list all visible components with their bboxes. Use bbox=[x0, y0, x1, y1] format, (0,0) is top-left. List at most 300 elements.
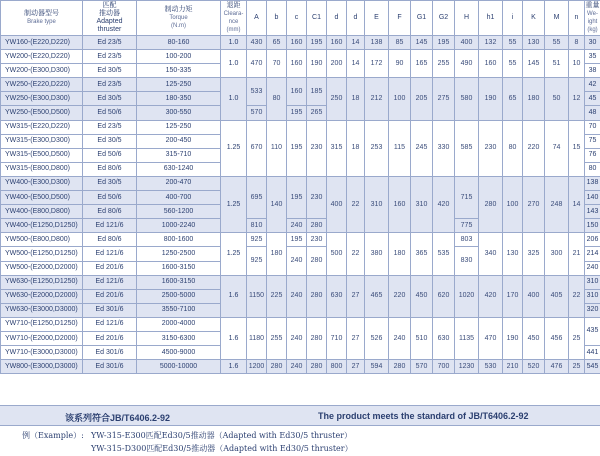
dim-cell: 212 bbox=[365, 78, 389, 120]
dim-cell: 200 bbox=[327, 50, 347, 78]
dim-cell: 115 bbox=[389, 120, 411, 176]
dim-cell: 240 bbox=[287, 247, 307, 275]
table-row bbox=[1, 78, 600, 92]
header-thruster-en2: thruster bbox=[97, 26, 122, 33]
dim-cell: 225 bbox=[267, 275, 287, 317]
dim-cell: 700 bbox=[433, 360, 455, 374]
dim-cell: 420 bbox=[479, 275, 503, 317]
standard-text-cn: 该系列符合JB/T6406.2-92 bbox=[65, 413, 171, 423]
dim-cell: 315 bbox=[327, 120, 347, 176]
dim-cell: 25 bbox=[569, 360, 585, 374]
dim-cell: 27 bbox=[347, 317, 365, 359]
torque-cell: 560-1200 bbox=[137, 205, 221, 219]
thruster-cell: Ed 23/5 bbox=[83, 78, 137, 92]
dim-cell: 130 bbox=[503, 233, 523, 275]
dim-cell: 280 bbox=[307, 317, 327, 359]
dim-cell: 165 bbox=[411, 50, 433, 78]
dim-cell: 160 bbox=[327, 36, 347, 50]
dim-cell: 240 bbox=[287, 275, 307, 317]
dim-cell: 400 bbox=[327, 176, 347, 232]
brake-type-cell: YW250-(E220,D220) bbox=[1, 78, 83, 92]
dim-cell: 51 bbox=[545, 50, 569, 78]
dim-cell: 470 bbox=[479, 317, 503, 359]
clearance-cell: 1.6 bbox=[221, 360, 247, 374]
dim-cell: 280 bbox=[307, 360, 327, 374]
header-clearance-cn: 退距 bbox=[226, 2, 241, 9]
weight-cell: 214 bbox=[585, 247, 600, 261]
clearance-cell: 1.6 bbox=[221, 275, 247, 317]
dim-cell: 280 bbox=[389, 360, 411, 374]
dim-cell: 570 bbox=[247, 106, 267, 120]
dim-cell: 195 bbox=[307, 36, 327, 50]
clearance-cell: 1.25 bbox=[221, 176, 247, 232]
weight-cell: 143 bbox=[585, 205, 600, 219]
dim-cell: 10 bbox=[569, 50, 585, 78]
dim-cell: 55 bbox=[503, 36, 523, 50]
dim-cell: 630 bbox=[433, 317, 455, 359]
dim-cell: 90 bbox=[389, 50, 411, 78]
torque-cell: 3150-6300 bbox=[137, 331, 221, 345]
thruster-cell: Ed 201/6 bbox=[83, 289, 137, 303]
torque-cell: 300-550 bbox=[137, 106, 221, 120]
dim-cell: 450 bbox=[411, 275, 433, 317]
header-dim-M: M bbox=[545, 1, 569, 36]
header-dim-E: E bbox=[365, 1, 389, 36]
thruster-cell: Ed 301/6 bbox=[83, 346, 137, 360]
dim-cell: 130 bbox=[523, 36, 545, 50]
dim-cell: 85 bbox=[389, 36, 411, 50]
header-thruster-cn2: 推动器 bbox=[99, 10, 120, 17]
dim-cell: 65 bbox=[503, 78, 523, 120]
torque-cell: 4500-9000 bbox=[137, 346, 221, 360]
header-clearance-en2: nce bbox=[228, 19, 239, 25]
header-dim-d: d bbox=[327, 1, 347, 36]
dim-cell: 240 bbox=[287, 317, 307, 359]
dim-cell: 715 bbox=[455, 176, 479, 218]
header-torque-en: Torque bbox=[169, 15, 188, 21]
table-row bbox=[1, 120, 600, 134]
dim-cell: 830 bbox=[455, 247, 479, 275]
dim-cell: 710 bbox=[327, 317, 347, 359]
dim-cell: 190 bbox=[479, 78, 503, 120]
torque-cell: 1250-2500 bbox=[137, 247, 221, 261]
brake-type-cell: YW710-(E3000,D3000) bbox=[1, 346, 83, 360]
header-dim-d2: d bbox=[347, 1, 365, 36]
brake-type-cell: YW400-(E500,D500) bbox=[1, 191, 83, 205]
weight-cell: 38 bbox=[585, 64, 600, 78]
header-dim-H: H bbox=[455, 1, 479, 36]
torque-cell: 80-160 bbox=[137, 36, 221, 50]
torque-cell: 1000-2240 bbox=[137, 219, 221, 233]
dim-cell: 170 bbox=[503, 275, 523, 317]
torque-cell: 1600-3150 bbox=[137, 275, 221, 289]
table-row bbox=[1, 317, 600, 331]
thruster-cell: Ed 121/6 bbox=[83, 247, 137, 261]
dim-cell: 205 bbox=[411, 78, 433, 120]
clearance-cell: 1.6 bbox=[221, 317, 247, 359]
header-torque bbox=[137, 1, 221, 36]
thruster-cell: Ed 30/5 bbox=[83, 64, 137, 78]
dim-cell: 800 bbox=[327, 360, 347, 374]
standard-text-en: The product meets the standard of JB/T6406.2-92 bbox=[318, 411, 529, 421]
dim-cell: 160 bbox=[287, 78, 307, 106]
torque-cell: 400-700 bbox=[137, 191, 221, 205]
dim-cell: 580 bbox=[455, 78, 479, 120]
thruster-cell: Ed 50/6 bbox=[83, 106, 137, 120]
brake-type-cell: YW315-(E220,D220) bbox=[1, 120, 83, 134]
dim-cell: 280 bbox=[267, 360, 287, 374]
brake-type-cell: YW400-(E1250,D1250) bbox=[1, 219, 83, 233]
dim-cell: 325 bbox=[523, 233, 545, 275]
dim-cell: 15 bbox=[569, 120, 585, 176]
torque-cell: 100-200 bbox=[137, 50, 221, 64]
dim-cell: 195 bbox=[433, 36, 455, 50]
header-dim-A: A bbox=[247, 1, 267, 36]
weight-cell: 35 bbox=[585, 50, 600, 64]
dim-cell: 240 bbox=[287, 219, 307, 233]
dim-cell: 535 bbox=[433, 233, 455, 275]
dim-cell: 240 bbox=[287, 360, 307, 374]
weight-cell: 310 bbox=[585, 275, 600, 289]
torque-cell: 150-335 bbox=[137, 64, 221, 78]
brake-type-cell: YW250-(E500,D500) bbox=[1, 106, 83, 120]
header-clearance-unit: (mm) bbox=[226, 27, 241, 33]
dim-cell: 300 bbox=[545, 233, 569, 275]
weight-cell: 30 bbox=[585, 36, 600, 50]
thruster-cell: Ed 80/6 bbox=[83, 162, 137, 176]
header-brake-type bbox=[1, 1, 83, 36]
dim-cell: 27 bbox=[347, 360, 365, 374]
dim-cell: 490 bbox=[455, 50, 479, 78]
header-weight-en1: We- bbox=[587, 11, 598, 17]
dim-cell: 160 bbox=[389, 176, 411, 232]
header-thruster-cn1: 匹配 bbox=[102, 2, 117, 9]
thruster-cell: Ed 301/6 bbox=[83, 360, 137, 374]
dim-cell: 100 bbox=[503, 176, 523, 232]
dim-cell: 138 bbox=[365, 36, 389, 50]
clearance-cell: 1.0 bbox=[221, 36, 247, 50]
dim-cell: 670 bbox=[247, 120, 267, 176]
clearance-cell: 1.0 bbox=[221, 78, 247, 120]
dim-cell: 280 bbox=[307, 247, 327, 275]
torque-cell: 630-1240 bbox=[137, 162, 221, 176]
dim-cell: 210 bbox=[503, 360, 523, 374]
dim-cell: 456 bbox=[545, 317, 569, 359]
weight-cell: 75 bbox=[585, 134, 600, 148]
weight-cell: 45 bbox=[585, 92, 600, 106]
dim-cell: 18 bbox=[347, 78, 365, 120]
dim-cell: 160 bbox=[479, 50, 503, 78]
weight-cell: 545 bbox=[585, 360, 600, 374]
thruster-cell: Ed 50/6 bbox=[83, 148, 137, 162]
example-label: 例（Example）: bbox=[22, 431, 84, 440]
dim-cell: 465 bbox=[365, 275, 389, 317]
thruster-cell: Ed 30/5 bbox=[83, 134, 137, 148]
dim-cell: 570 bbox=[411, 360, 433, 374]
dim-cell: 695 bbox=[247, 176, 267, 218]
dim-cell: 510 bbox=[411, 317, 433, 359]
brake-type-cell: YW710-(E2000,D2000) bbox=[1, 331, 83, 345]
brake-type-cell: YW160-(E220,D220) bbox=[1, 36, 83, 50]
torque-cell: 315-710 bbox=[137, 148, 221, 162]
brake-type-cell: YW500-(E800,D800) bbox=[1, 233, 83, 247]
dim-cell: 1230 bbox=[455, 360, 479, 374]
thruster-cell: Ed 121/6 bbox=[83, 219, 137, 233]
dim-cell: 132 bbox=[479, 36, 503, 50]
dim-cell: 50 bbox=[545, 78, 569, 120]
dim-cell: 330 bbox=[433, 120, 455, 176]
dim-cell: 55 bbox=[545, 36, 569, 50]
dim-cell: 245 bbox=[411, 120, 433, 176]
weight-cell: 70 bbox=[585, 120, 600, 134]
header-weight-unit: (kg) bbox=[587, 27, 598, 33]
brake-type-cell: YW200-(E220,D220) bbox=[1, 50, 83, 64]
weight-cell: 42 bbox=[585, 78, 600, 92]
dim-cell: 594 bbox=[365, 360, 389, 374]
dim-cell: 110 bbox=[267, 120, 287, 176]
dim-cell: 255 bbox=[433, 50, 455, 78]
dim-cell: 195 bbox=[287, 176, 307, 218]
weight-cell: 320 bbox=[585, 303, 600, 317]
header-dim-h1: h1 bbox=[479, 1, 503, 36]
dim-cell: 253 bbox=[365, 120, 389, 176]
thruster-cell: Ed 301/6 bbox=[83, 303, 137, 317]
dim-cell: 190 bbox=[503, 317, 523, 359]
dim-cell: 145 bbox=[411, 36, 433, 50]
brake-type-cell: YW500-(E2000,D2000) bbox=[1, 261, 83, 275]
weight-cell: 435 bbox=[585, 317, 600, 345]
dim-cell: 1020 bbox=[455, 275, 479, 317]
dim-cell: 430 bbox=[247, 36, 267, 50]
dim-cell: 925 bbox=[247, 247, 267, 275]
clearance-cell: 1.25 bbox=[221, 120, 247, 176]
dim-cell: 280 bbox=[479, 176, 503, 232]
dim-cell: 22 bbox=[569, 275, 585, 317]
header-brake-type-en: Brake type bbox=[27, 19, 56, 25]
dim-cell: 195 bbox=[287, 120, 307, 176]
header-dim-i: i bbox=[503, 1, 523, 36]
dim-cell: 526 bbox=[365, 317, 389, 359]
thruster-cell: Ed 121/6 bbox=[83, 317, 137, 331]
header-weight-en2: ight bbox=[587, 19, 598, 25]
header-clearance bbox=[221, 1, 247, 36]
torque-cell: 800-1600 bbox=[137, 233, 221, 247]
header-thruster bbox=[83, 1, 137, 36]
brake-type-cell: YW400-(E800,D800) bbox=[1, 205, 83, 219]
dim-cell: 12 bbox=[569, 78, 585, 120]
standard-banner bbox=[0, 405, 600, 426]
dim-cell: 585 bbox=[455, 120, 479, 176]
table-row bbox=[1, 50, 600, 64]
header-dim-G2: G2 bbox=[433, 1, 455, 36]
header-dim-c: c bbox=[287, 1, 307, 36]
torque-cell: 200-450 bbox=[137, 134, 221, 148]
dim-cell: 420 bbox=[433, 176, 455, 232]
dim-cell: 630 bbox=[327, 275, 347, 317]
dim-cell: 160 bbox=[287, 36, 307, 50]
thruster-cell: Ed 23/5 bbox=[83, 36, 137, 50]
dim-cell: 476 bbox=[545, 360, 569, 374]
example-section bbox=[0, 426, 600, 456]
dim-cell: 74 bbox=[545, 120, 569, 176]
torque-cell: 2000-4000 bbox=[137, 317, 221, 331]
brake-type-cell: YW630-(E2000,D2000) bbox=[1, 289, 83, 303]
table-row bbox=[1, 176, 600, 190]
dim-cell: 450 bbox=[523, 317, 545, 359]
header-thruster-en1: Adapted bbox=[96, 18, 123, 25]
table-row bbox=[1, 360, 600, 374]
dim-cell: 775 bbox=[455, 219, 479, 233]
dim-cell: 400 bbox=[455, 36, 479, 50]
dim-cell: 180 bbox=[523, 78, 545, 120]
header-row bbox=[1, 1, 600, 36]
thruster-cell: Ed 23/5 bbox=[83, 50, 137, 64]
torque-cell: 1600-3150 bbox=[137, 261, 221, 275]
dim-cell: 195 bbox=[287, 106, 307, 120]
header-brake-type-cn: 制动器型号 bbox=[24, 10, 59, 17]
clearance-cell: 1.25 bbox=[221, 233, 247, 275]
header-weight-cn: 重量 bbox=[585, 2, 600, 9]
dim-cell: 365 bbox=[411, 233, 433, 275]
dim-cell: 180 bbox=[389, 233, 411, 275]
dim-cell: 230 bbox=[479, 120, 503, 176]
header-dim-G1: G1 bbox=[411, 1, 433, 36]
dim-cell: 310 bbox=[365, 176, 389, 232]
dim-cell: 25 bbox=[569, 317, 585, 359]
dim-cell: 180 bbox=[267, 233, 287, 275]
dim-cell: 1180 bbox=[247, 317, 267, 359]
example-line-2: YW-315-D300匹配Ed30/5推动器（Adapted with Ed30/5 thruster） bbox=[91, 444, 353, 453]
dim-cell: 250 bbox=[327, 78, 347, 120]
dim-cell: 80 bbox=[503, 120, 523, 176]
dim-cell: 220 bbox=[389, 275, 411, 317]
dim-cell: 255 bbox=[267, 317, 287, 359]
dim-cell: 195 bbox=[287, 233, 307, 247]
thruster-cell: Ed 80/6 bbox=[83, 205, 137, 219]
brake-type-cell: YW315-(E800,D800) bbox=[1, 162, 83, 176]
dim-cell: 810 bbox=[247, 219, 267, 233]
dim-cell: 230 bbox=[307, 233, 327, 247]
example-line-1: YW-315-E300匹配Ed30/5推动器（Adapted with Ed30/5 thruster） bbox=[91, 431, 353, 440]
header-torque-cn: 制动力矩 bbox=[164, 6, 193, 13]
brake-type-cell: YW800-(E3000,D3000) bbox=[1, 360, 83, 374]
weight-cell: 240 bbox=[585, 261, 600, 275]
header-dim-n: n bbox=[569, 1, 585, 36]
dim-cell: 803 bbox=[455, 233, 479, 247]
dim-cell: 14 bbox=[569, 176, 585, 232]
weight-cell: 310 bbox=[585, 289, 600, 303]
dim-cell: 270 bbox=[523, 176, 545, 232]
header-weight bbox=[585, 1, 600, 36]
dim-cell: 27 bbox=[347, 275, 365, 317]
thruster-cell: Ed 50/6 bbox=[83, 191, 137, 205]
dim-cell: 380 bbox=[365, 233, 389, 275]
thruster-cell: Ed 121/6 bbox=[83, 275, 137, 289]
header-dim-b: b bbox=[267, 1, 287, 36]
dim-cell: 275 bbox=[433, 78, 455, 120]
brake-type-cell: YW315-(E300,D300) bbox=[1, 134, 83, 148]
dim-cell: 500 bbox=[327, 233, 347, 275]
torque-cell: 200-470 bbox=[137, 176, 221, 190]
weight-cell: 441 bbox=[585, 346, 600, 360]
torque-cell: 2500-5000 bbox=[137, 289, 221, 303]
brake-type-cell: YW630-(E3000,D3000) bbox=[1, 303, 83, 317]
table-row bbox=[1, 233, 600, 247]
torque-cell: 3550-7100 bbox=[137, 303, 221, 317]
dim-cell: 14 bbox=[347, 50, 365, 78]
clearance-cell: 1.0 bbox=[221, 50, 247, 78]
dim-cell: 265 bbox=[307, 106, 327, 120]
dim-cell: 400 bbox=[523, 275, 545, 317]
brake-type-cell: YW250-(E300,D300) bbox=[1, 92, 83, 106]
dim-cell: 310 bbox=[411, 176, 433, 232]
weight-cell: 138 bbox=[585, 176, 600, 190]
dim-cell: 70 bbox=[267, 50, 287, 78]
dim-cell: 172 bbox=[365, 50, 389, 78]
dim-cell: 140 bbox=[267, 176, 287, 232]
thruster-cell: Ed 80/6 bbox=[83, 233, 137, 247]
header-dim-C1: C1 bbox=[307, 1, 327, 36]
dim-cell: 100 bbox=[389, 78, 411, 120]
dim-cell: 280 bbox=[307, 275, 327, 317]
header-dim-K: K bbox=[523, 1, 545, 36]
dim-cell: 80 bbox=[267, 78, 287, 120]
dim-cell: 530 bbox=[479, 360, 503, 374]
dim-cell: 8 bbox=[569, 36, 585, 50]
brake-type-cell: YW630-(E1250,D1250) bbox=[1, 275, 83, 289]
dim-cell: 230 bbox=[307, 120, 327, 176]
weight-cell: 206 bbox=[585, 233, 600, 247]
brake-type-cell: YW710-(E1250,D1250) bbox=[1, 317, 83, 331]
dim-cell: 14 bbox=[347, 36, 365, 50]
dim-cell: 55 bbox=[503, 50, 523, 78]
thruster-cell: Ed 30/5 bbox=[83, 176, 137, 190]
dim-cell: 405 bbox=[545, 275, 569, 317]
header-torque-unit: (N.m) bbox=[171, 23, 186, 29]
weight-cell: 150 bbox=[585, 219, 600, 233]
dim-cell: 1135 bbox=[455, 317, 479, 359]
dim-cell: 220 bbox=[523, 120, 545, 176]
torque-cell: 180-350 bbox=[137, 92, 221, 106]
brake-type-cell: YW500-(E1250,D1250) bbox=[1, 247, 83, 261]
weight-cell: 48 bbox=[585, 106, 600, 120]
dim-cell: 160 bbox=[287, 50, 307, 78]
dim-cell: 18 bbox=[347, 120, 365, 176]
dim-cell: 145 bbox=[523, 50, 545, 78]
dim-cell: 248 bbox=[545, 176, 569, 232]
table-row bbox=[1, 36, 600, 50]
thruster-cell: Ed 201/6 bbox=[83, 331, 137, 345]
thruster-cell: Ed 201/6 bbox=[83, 261, 137, 275]
torque-cell: 125-250 bbox=[137, 78, 221, 92]
dim-cell: 1200 bbox=[247, 360, 267, 374]
dim-cell: 620 bbox=[433, 275, 455, 317]
table-row bbox=[1, 275, 600, 289]
dim-cell: 280 bbox=[307, 219, 327, 233]
header-dim-F: F bbox=[389, 1, 411, 36]
torque-cell: 125-250 bbox=[137, 120, 221, 134]
brake-type-cell: YW200-(E300,D300) bbox=[1, 64, 83, 78]
dim-cell: 925 bbox=[247, 233, 267, 247]
dim-cell: 21 bbox=[569, 233, 585, 275]
dim-cell: 533 bbox=[247, 78, 267, 106]
dim-cell: 65 bbox=[267, 36, 287, 50]
dim-cell: 185 bbox=[307, 78, 327, 106]
dim-cell: 190 bbox=[307, 50, 327, 78]
dim-cell: 240 bbox=[389, 317, 411, 359]
thruster-cell: Ed 23/5 bbox=[83, 120, 137, 134]
dim-cell: 340 bbox=[479, 233, 503, 275]
